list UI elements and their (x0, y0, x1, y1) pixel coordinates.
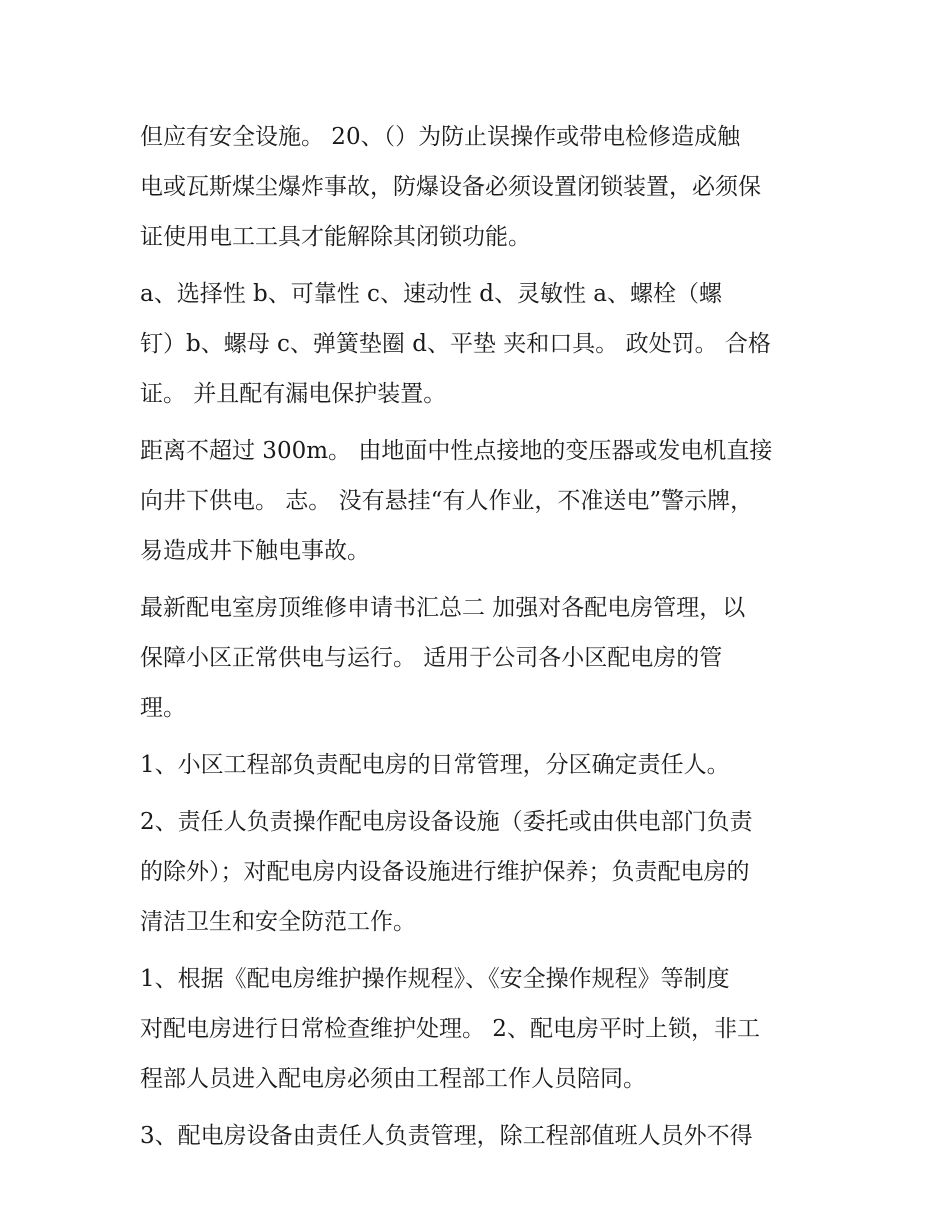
text-line: 证。 并且配有漏电保护装置。 (140, 381, 447, 407)
text-line: 清洁卫生和安全防范工作。 (140, 909, 416, 935)
text-line: 2、责任人负责操作配电房设备设施（委托或由供电部门负责 (140, 809, 753, 835)
text-line: a、选择性 b、可靠性 c、速动性 d、灵敏性 a、螺栓（螺 (140, 281, 722, 307)
paragraph-8 (140, 1111, 820, 1161)
text-line: 最新配电室房顶维修申请书汇总二 加强对各配电房管理，以 (140, 595, 746, 621)
text-line: 保障小区正常供电与运行。 适用于公司各小区配电房的管 (140, 645, 723, 671)
text-line: 钉）b、螺母 c、弹簧垫圈 d、平垫 夹和口具。 政处罚。 合格 (140, 331, 771, 357)
text-line: 的除外）；对配电房内设备设施进行维护保养；负责配电房的 (140, 859, 750, 885)
text-line: 向井下供电。 志。 没有悬挂“有人作业，不准送电”警示牌， (140, 488, 754, 514)
text-line: 证使用电工工具才能解除其闭锁功能。 (140, 224, 531, 250)
document-body (140, 112, 820, 1168)
paragraph-7 (140, 954, 820, 1104)
text-line: 1、小区工程部负责配电房的日常管理，分区确定责任人。 (140, 752, 730, 778)
text-line: 程部人员进入配电房必须由工程部工作人员陪同。 (140, 1066, 646, 1092)
paragraph-4 (140, 583, 820, 733)
text-line: 对配电房进行日常检查维护处理。 2、配电房平时上锁，非工 (140, 1016, 760, 1042)
text-line: 理。 (140, 695, 186, 721)
paragraph-2 (140, 269, 820, 419)
text-line: 1、根据《配电房维护操作规程》、《安全操作规程》等制度 (140, 966, 730, 992)
text-line: 3、配电房设备由责任人负责管理，除工程部值班人员外不得 (140, 1123, 753, 1149)
paragraph-6 (140, 797, 820, 947)
paragraph-3 (140, 426, 820, 576)
text-line: 易造成井下触电事故。 (140, 538, 370, 564)
text-line: 电或瓦斯煤尘爆炸事故，防爆设备必须设置闭锁装置，必须保 (140, 174, 761, 200)
paragraph-1 (140, 112, 820, 262)
paragraph-5 (140, 740, 820, 790)
text-line: 但应有安全设施。 20、（）为防止误操作或带电检修造成触 (140, 124, 741, 150)
text-line: 距离不超过 300m。 由地面中性点接地的变压器或发电机直接 (140, 438, 773, 464)
